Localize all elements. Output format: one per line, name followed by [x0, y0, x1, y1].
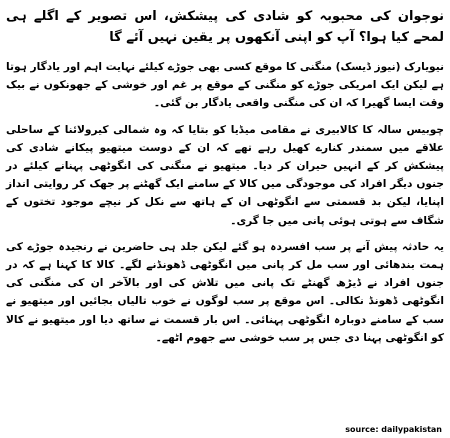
article-body — [6, 6, 444, 355]
article-paragraph-intro: نیویارک (نیوز ڈیسک) منگنی کا موقع کسی بھی جوڑے کیلئے نہایت اہم اور یادگار ہوتا ہے لیکن ایک امریکی جوڑے کو منگنی کے موقع پر غم اور خوشی کے جھونکوں نے بیک وقت ایسا گھیرا کہ ان کی منگنی واقعی یادگار بن گئی۔ — [6, 61, 444, 110]
article-paragraph-search: یہ حادثہ پیش آنے پر سب افسردہ ہو گئے لیکن جلد ہی حاضرین نے رنجیدہ جوڑے کی ہمت بندھائی اور سب مل کر پانی میں انگوٹھی ڈھونڈنے لگے۔ کالا کا کہنا ہے کہ در جنوں افراد نے ڈیڑھ گھنٹے تک پانی میں تلاش کی اور بالآخر ان کی منگنی کی انگوٹھی ڈھونڈ نکالی۔ اس موقع پر سب لوگوں نے خوب تالیاں بجائیں اور میتھیو نے سب کے سامنے دوبارہ انگوٹھی پہنائی۔ اس بار قسمت نے ساتھ دیا اور میتھیو نے کالا کو انگوٹھی پہنا دی جس پر سب خوشی سے جھوم اٹھے۔ — [6, 240, 444, 344]
article-headline: نوجوان کی محبوبہ کو شادی کی پیشکش، اس تصویر کے اگلے ہی لمحے کیا ہوا؟ آپ کو اپنی آنکھوں پر یقین نہیں آئے گا — [6, 9, 444, 45]
source-credit: source: dailypakistan — [345, 425, 442, 434]
article-paragraph-proposal: چوبیس سالہ کا کالابیری نے مقامی میڈیا کو بتایا کہ وہ شمالی کیرولائنا کے ساحلی علاقے میں سمندر کنارے کھیل رہے تھے کہ ان کے دوست میتھیو پیکانے شادی کی پیشکش کر کے انہیں حیران کر دیا۔ میتھیو نے منگنی کی انگوٹھی پہنانے کیلئے در جنوں دیگر افراد کی موجودگی میں کالا کے سامنے ایک گھٹنے پر جھک کر روایتی انداز اپنایا، لیکن بد قسمتی سے انگوٹھی ان کے ہاتھ سے نکل کر نیچے موجود تختوں کے شگاف سے ہوتی ہوئی پانی میں جا گری۔ — [6, 123, 444, 227]
